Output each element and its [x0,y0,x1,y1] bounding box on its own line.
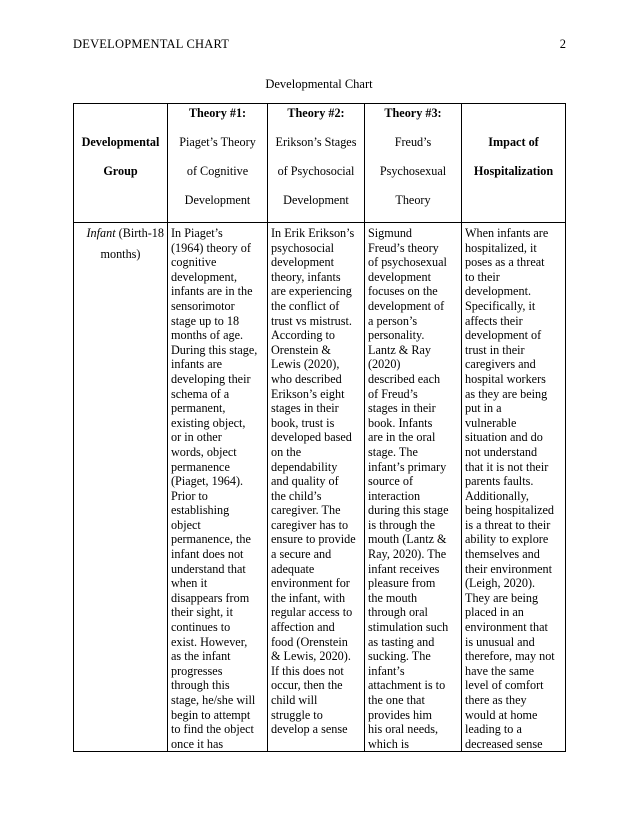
cell-hospitalization [462,223,566,752]
cell-freud [365,223,462,752]
header-line: Group [103,164,138,178]
document-title: Developmental Chart [265,77,373,91]
header-theory-3 [365,104,462,223]
header-line [465,193,562,222]
header-line: Theory #2: [287,106,345,120]
table-header-row [74,104,566,223]
header-developmental-group [74,104,168,223]
header-line: Erikson’s Stages [275,135,357,149]
piaget-text: In Piaget’s (1964) theory of cognitive development, infants are in the sensorimotor stage up to 18 months of age. During this stage, infants are developing their schema of a permanent, existing object, or in other words, object permanence (Piaget, 1964). Prior to establishing object permanence, the infant does not understand that when it disappears from their sight, it continues to exist. However, as the infant progresses through this stage, he/she will begin to attempt to find the object once it has [171,226,258,751]
header-line: Theory [395,193,431,207]
header-line: Theory #1: [188,106,247,120]
header-line: Piaget’s Theory [179,135,256,149]
header-line: Freud’s [394,135,432,149]
header-line: Theory #3: [384,106,442,120]
table-row-infant [74,223,566,752]
header-line: of Psychosocial [277,164,355,178]
erikson-text: In Erik Erikson’s psychosocial development theory, infants are experiencing the conflict of trust vs mistrust. According to Orenstein & Lewis (2020), who described Erikson’s eight stages in their book, trust is developed based on the dependability and quality of the child’s caregiver. The caregiver has to ensure to provide a secure and adequate environment for the infant, with regular access to affection and food (Orenstein & Lewis, 2020). If this does not occur, then the child will struggle to develop a sense [271,226,356,737]
header-line: Psychosexual [379,164,447,178]
group-label-continuation: months) [100,246,141,261]
header-line: Hospitalization [473,164,554,178]
developmental-chart-table [73,103,566,752]
header-theory-2 [268,104,365,223]
cell-erikson [268,223,365,752]
running-head: DEVELOPMENTAL CHART [73,37,230,51]
group-label-italic: Infant [86,226,116,240]
group-label [77,226,164,241]
header-impact-of-hospitalization [462,104,566,223]
header-line: Developmental [81,135,160,149]
cell-developmental-group [74,223,168,752]
group-label-rest: (Birth-18 [115,226,164,240]
page-number: 2 [559,37,566,51]
hospitalization-text: When infants are hospitalized, it poses as a threat to their development. Specifically, it affects their development of trust in their caregivers and hospital workers as they are being put in a vulnerable situation and do not understand that it is not their parents faults. Additionally, being hospitalized is a threat to their ability to explore themselves and their environment (Leigh, 2020). They are being placed in an environment that is unusual and therefore, may not have the same level of comfort there as they would at home leading to a decreased sense [465,226,555,751]
header-line [77,193,164,222]
header-line: Development [283,193,349,207]
header-line: of Cognitive [186,164,249,178]
header-line [465,106,562,135]
cell-piaget [168,223,268,752]
header-line [77,106,164,135]
header-line: Impact of [488,135,539,149]
header-line: Development [184,193,251,207]
header-theory-1 [168,104,268,223]
freud-text: Sigmund Freud’s theory of psychosexual development focuses on the development of a person’s personality. Lantz & Ray (2020) described each of Freud’s stages in their book. Infants are in the oral stage. The infant’s primary source of interaction during this stage is through the mouth (Lantz & Ray, 2020). The infant receives pleasure from the mouth through oral stimulation such as tasting and sucking. The infant’s attachment is to the one that provides him his oral needs, which is [368,226,449,751]
